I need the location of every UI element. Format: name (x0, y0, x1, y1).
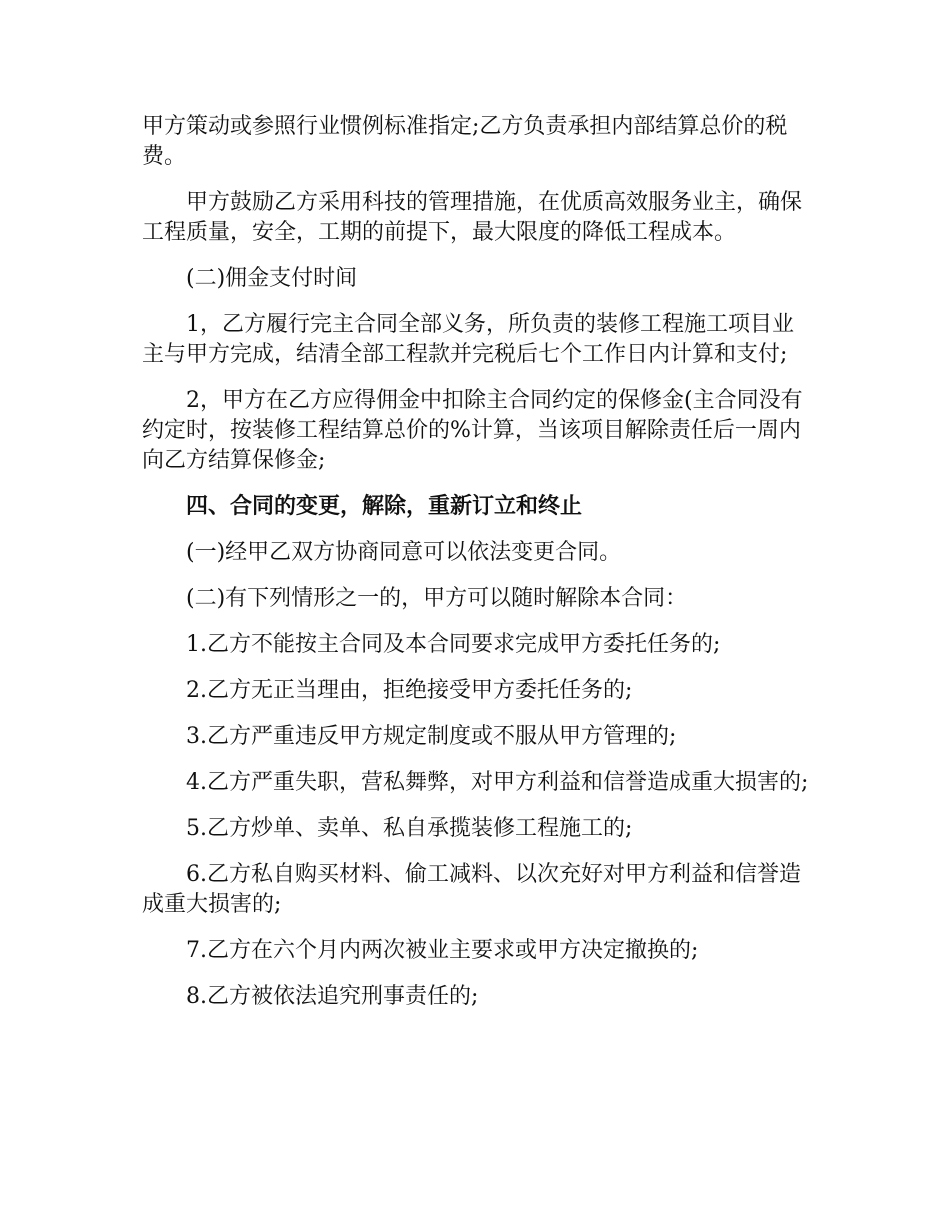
termination-item-5: 5.乙方炒单、卖单、私自承揽装修工程施工的; (186, 816, 633, 841)
paragraph-tax-fees: 甲方策动或参照行业惯例标准指定;乙方负责承担内部结算总价的税费。 (142, 114, 788, 169)
termination-item-3: 3.乙方严重违反甲方规定制度或不服从甲方管理的; (186, 724, 677, 749)
termination-item-6: 6.乙方私自购买材料、偷工减料、以次充好对甲方利益和信誉造成重大损害的; (142, 862, 801, 917)
termination-item-2: 2.乙方无正当理由，拒绝接受甲方委托任务的; (186, 678, 633, 703)
paragraph-cost-reduction: 甲方鼓励乙方采用科技的管理措施，在优质高效服务业主，确保工程质量，安全，工期的前提下，最大限度的降低工程成本。 (142, 190, 803, 245)
section-heading-contract-changes: 四、合同的变更，解除，重新订立和终止 (186, 494, 583, 519)
clause-change-by-agreement: (一)经甲乙双方协商同意可以依法变更合同。 (186, 540, 622, 565)
termination-item-1: 1.乙方不能按主合同及本合同要求完成甲方委托任务的; (186, 632, 721, 657)
payment-clause-1: 1，乙方履行完主合同全部义务，所负责的装修工程施工项目业主与甲方完成，结清全部工程款并完税后七个工作日内计算和支付; (142, 312, 794, 367)
section-commission-payment-time: (二)佣金支付时间 (186, 266, 358, 291)
clause-termination-conditions: (二)有下列情形之一的，甲方可以随时解除本合同： (186, 586, 688, 611)
termination-item-7: 7.乙方在六个月内两次被业主要求或甲方决定撤换的; (186, 938, 699, 963)
payment-clause-2: 2，甲方在乙方应得佣金中扣除主合同约定的保修金(主合同没有约定时，按装修工程结算总价的%计算，当该项目解除责任后一周内向乙方结算保修金; (142, 388, 803, 473)
termination-item-4: 4.乙方严重失职，营私舞弊，对甲方利益和信誉造成重大损害的; (186, 770, 809, 795)
document-body (142, 112, 812, 1028)
termination-item-8: 8.乙方被依法追究刑事责任的; (186, 984, 479, 1009)
